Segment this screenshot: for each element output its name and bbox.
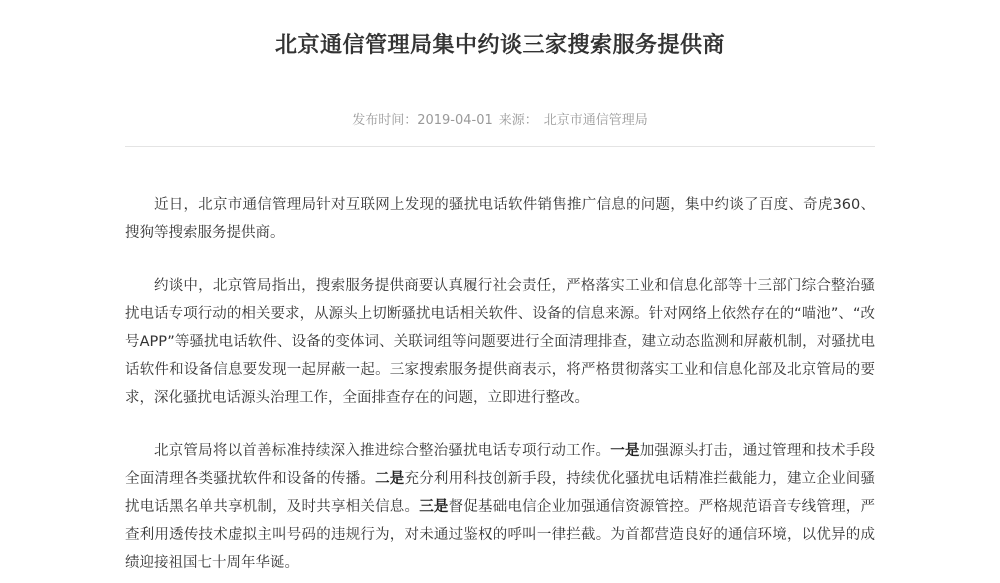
source-label: 来源：	[498, 113, 538, 128]
paragraph-2: 约谈中，北京管局指出，搜索服务提供商要认真履行社会责任，严格落实工业和信息化部等十三部门综合整治骚扰电话专项行动的相关要求，从源头上切断骚扰电话相关软件、设备的信息来源。针对网络上依然存在的“喵池”、“改号APP”等骚扰电话软件、设备的变体词、关联词组等问题要进行全面清理排查，建立动态监测和屏蔽机制，对骚扰电话软件和设备信息要发现一起屏蔽一起。三家搜索服务提供商表示，将严格贯彻落实工业和信息化部及北京管局的要求，深化骚扰电话源头治理工作，全面排查存在的问题，立即进行整改。	[125, 278, 876, 406]
header-divider	[125, 146, 875, 147]
article-title: 北京通信管理局集中约谈三家搜索服务提供商	[274, 33, 725, 58]
point-2-marker: 二是	[375, 471, 405, 487]
point-3-text: 督促基础电信企业加强通信资源管控。严格规范语音专线管理，严查利用透传技术虚拟主叫号码的违规行为，对未通过鉴权的呼叫一律拦截。为首都营造良好的通信环境，以优异的成绩迎接祖国七十周年华诞。	[125, 499, 876, 571]
publish-time-label: 发布时间：	[352, 113, 418, 128]
point-2-text: 充分利用科技创新手段，持续优化骚扰电话精准拦截能力，建立企业间骚扰电话黑名单共享机制，及时共享相关信息。	[125, 471, 876, 515]
point-1-text: 加强源头打击，通过管理和技术手段全面清理各类骚扰软件和设备的传播。	[125, 443, 875, 487]
point-1-marker: 一是	[610, 443, 640, 459]
paragraph-3	[125, 437, 875, 577]
article-meta	[125, 111, 875, 131]
point-3-marker: 三是	[419, 499, 449, 515]
source-name: 北京市通信管理局	[543, 113, 648, 128]
article	[125, 0, 875, 577]
paragraph-1: 近日，北京市通信管理局针对互联网上发现的骚扰电话软件销售推广信息的问题，集中约谈了百度、奇虎360、搜狗等搜索服务提供商。	[125, 197, 875, 241]
article-body	[125, 191, 875, 577]
publish-date: 2019-04-01	[417, 113, 493, 128]
paragraph-3-intro: 北京管局将以首善标准持续深入推进综合整治骚扰电话专项行动工作。	[154, 443, 611, 459]
